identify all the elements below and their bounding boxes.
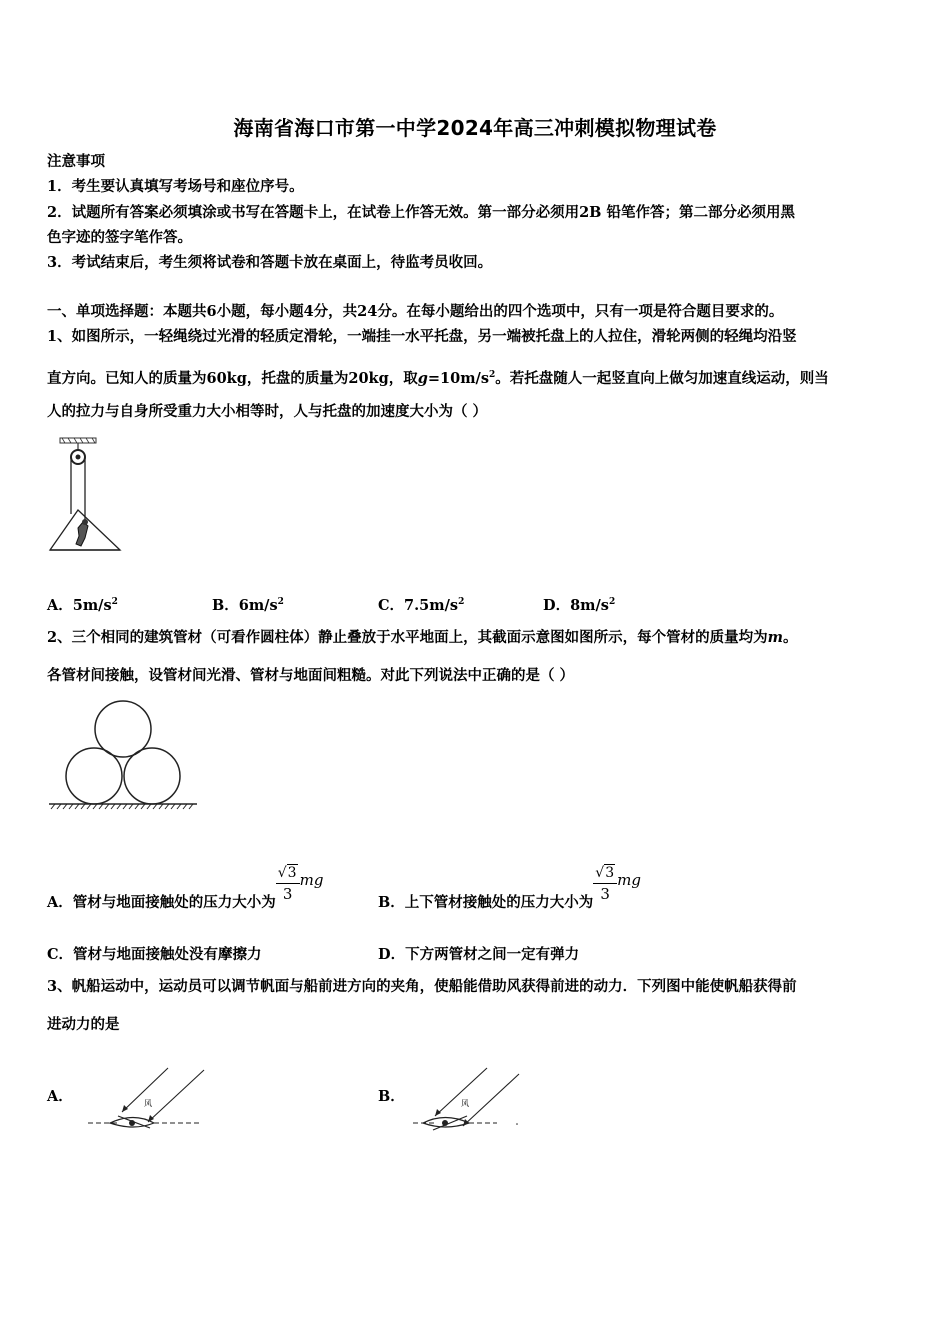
q1-option-c[interactable]: C．$7.5m/s^2$ <box>378 597 465 614</box>
q3-line-1: 3、帆船运动中，运动员可以调节帆面与船前进方向的夹角，使船能借助风获得前进的动力．下列图中能使帆船获得前 <box>47 978 797 995</box>
q3-option-a[interactable]: A． <box>47 1088 73 1105</box>
notice-item-2: 2．试题所有答案必须填涂或书写在答题卡上，在试卷上作答无效。第一部分必须用2B 铅笔作答；第二部分必须用黑 <box>47 204 795 221</box>
notice-item-2-cont: 色字迹的签字笔作答。 <box>47 229 192 246</box>
q2-line-1: 2、三个相同的建筑管材（可看作圆柱体）静止叠放于水平地面上，其截面示意图如图所示，每个管材的质量均为m。 <box>47 629 798 646</box>
pipes-figure <box>47 700 207 815</box>
notice-item-3: 3．考试结束后，考生须将试卷和答题卡放在桌面上，待监考员收回。 <box>47 254 493 271</box>
q2-option-a[interactable]: A．管材与地面接触处的压力大小为 $\frac{√3}{3}$ mg <box>47 870 323 912</box>
notice-heading: 注意事项 <box>47 153 105 170</box>
q2-line-2: 各管材间接触，设管材间光滑、管材与地面间粗糙。对此下列说法中正确的是（ ） <box>47 667 575 684</box>
q2-option-b[interactable]: B．上下管材接触处的压力大小为 $\frac{√3}{3}$ mg <box>378 870 641 912</box>
page-title: 海南省海口市第一中学2024年高三冲刺模拟物理试卷 <box>233 116 717 140</box>
section-heading: 一、单项选择题：本题共6小题，每小题4分，共24分。在每小题给出的四个选项中，只有一项是符合题目要求的。 <box>47 303 784 320</box>
pulley-figure <box>48 436 128 556</box>
fraction-sqrt3-over-3: $\frac{√3}{3}$ <box>593 862 617 904</box>
wind-label: 风 <box>144 1099 152 1108</box>
q1-option-a[interactable]: A．$5m/s^2$ <box>47 597 118 614</box>
q3-option-b[interactable]: B． <box>378 1088 405 1105</box>
notice-item-1: 1．考生要认真填写考场号和座位序号。 <box>47 178 304 195</box>
q1-option-d[interactable]: D．$8m/s^2$ <box>543 597 616 614</box>
q1-option-b[interactable]: B．$6m/s^2$ <box>212 597 284 614</box>
q2-option-d[interactable]: D．下方两管材之间一定有弹力 <box>378 946 580 963</box>
sailboat-figure-b <box>413 1064 533 1134</box>
q2-option-c[interactable]: C．管材与地面接触处没有摩擦力 <box>47 946 262 963</box>
q1-line-1: 1、如图所示，一轻绳绕过光滑的轻质定滑轮，一端挂一水平托盘，另一端被托盘上的人拉住，滑轮两侧的轻绳均沿竖 <box>47 328 797 345</box>
fraction-sqrt3-over-3: $\frac{√3}{3}$ <box>276 862 300 904</box>
q1-line-3: 人的拉力与自身所受重力大小相等时，人与托盘的加速度大小为（ ） <box>47 403 488 420</box>
q3-line-2: 进动力的是 <box>47 1016 120 1033</box>
sailboat-figure-a <box>88 1064 208 1134</box>
wind-label: 风 <box>461 1099 469 1108</box>
q1-line-2: 直方向。已知人的质量为60kg，托盘的质量为20kg，取$g=10m/s^2$。若托盘随人一起竖直向上做匀加速直线运动，则当 <box>47 370 829 387</box>
